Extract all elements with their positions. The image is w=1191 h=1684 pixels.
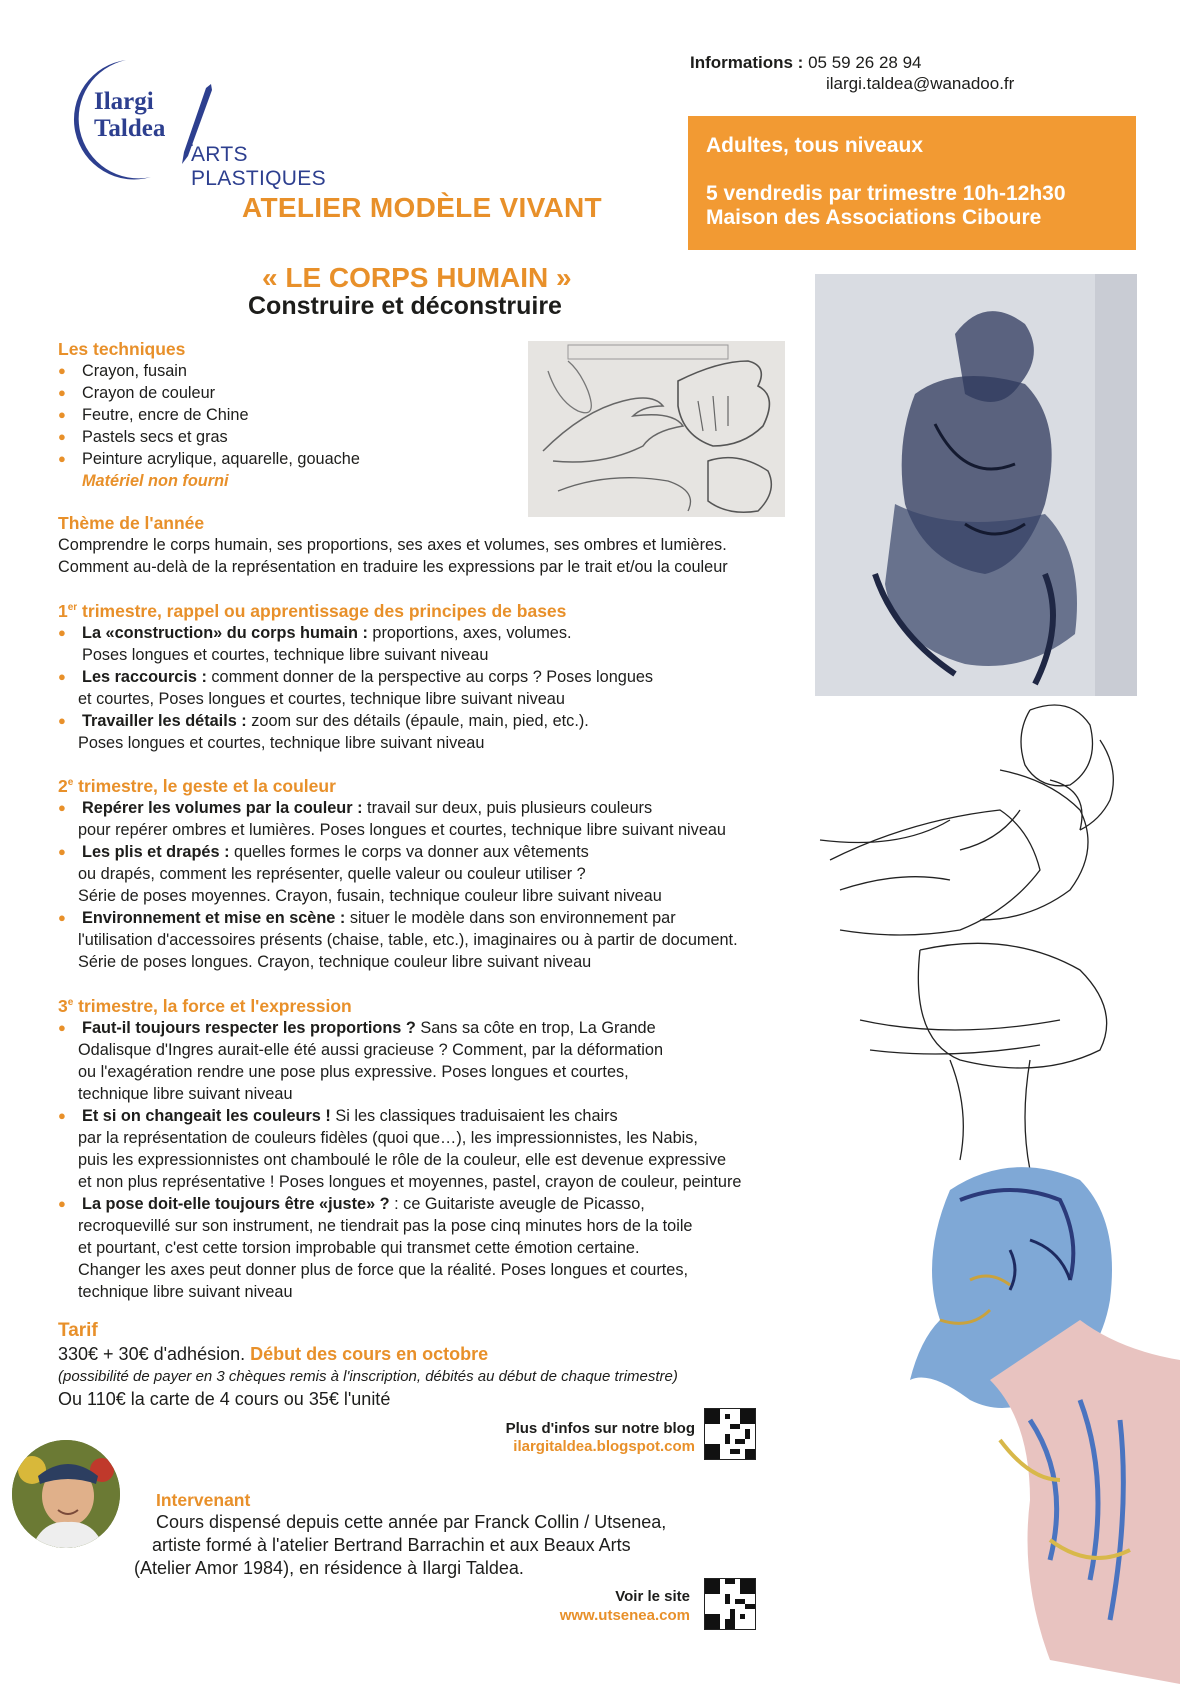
course-details-box — [688, 116, 1136, 250]
tarif-note: (possibilité de payer en 3 chèques remis à l'inscription, débités au début de chaque trimestre) — [58, 1368, 678, 1385]
list-item: ● Crayon, fusain — [58, 360, 538, 382]
schedule-text: 5 vendredis par trimestre 10h-12h30 — [706, 182, 1066, 205]
list-item: ● Les raccourcis : comment donner de la perspective au corps ? Poses longues — [58, 666, 798, 688]
atelier-title: ATELIER MODÈLE VIVANT — [242, 192, 602, 223]
logo-line1: Ilargi — [94, 88, 154, 115]
location-text: Maison des Associations Ciboure — [706, 206, 1042, 229]
trimester-3-section: 3e trimestre, la force et l'expression ● Faut-il toujours respecter les proportions ? Sans sa côte en trop, La Grande Odalisque d'Ingres aurait-elle été aussi gracieuse ? Comment, par la déformation ou l'exagération rendre une pose plus expressive. Poses longues et courtes, technique libre suivant niveau ● Et si on changeait les couleurs ! Si les classiques traduisaient les chairs par la représentation de couleurs fidèles (quoi que…), les impressionnistes, les Nabis, puis les expressionnistes ont chamboulé le rôle de la couleur, elle est devenue expressive et non plus représentative ! Poses longues et moyennes, pastel, crayon de couleur, peinture ● La pose doit-elle toujours être «juste» ? : ce Guitariste aveugle de Picasso, recroquevillé sur son instrument, ne tiendrait pas la pose cinq minutes hors de la toile et pourtant, c'est cette torsion improbable qui transmet cette émotion certaine. Changer les axes peut donner plus de force que la réalité. Poses longues et courtes, technique libre suivant niveau — [58, 996, 798, 1303]
logo-line2: Taldea — [94, 115, 166, 142]
qr-code-icon[interactable] — [704, 1408, 756, 1460]
blog-url[interactable]: ilargitaldea.blogspot.com — [513, 1438, 695, 1455]
list-item: ● Pastels secs et gras — [58, 426, 538, 448]
list-item: ● Les plis et drapés : quelles formes le corps va donner aux vêtements — [58, 841, 798, 863]
trimester-1-heading: 1er trimestre, rappel ou apprentissage des principes de bases — [58, 601, 567, 621]
logo-subtitle: ARTS PLASTIQUES — [191, 143, 326, 190]
painted-head-portrait — [880, 1160, 1180, 1684]
theme-section — [58, 513, 798, 578]
techniques-heading: Les techniques — [58, 339, 186, 359]
site-link — [530, 1587, 690, 1625]
theme-heading: Thème de l'année — [58, 513, 205, 533]
info-email[interactable]: ilargi.taldea@wanadoo.fr — [826, 74, 1015, 93]
logo — [56, 52, 386, 190]
list-item: ● Travailler les détails : zoom sur des détails (épaule, main, pied, etc.). — [58, 710, 798, 732]
list-item: ● Crayon de couleur — [58, 382, 538, 404]
tarif-alt: Ou 110€ la carte de 4 cours ou 35€ l'unité — [58, 1389, 391, 1409]
avatar — [12, 1440, 120, 1548]
techniques-section — [58, 339, 538, 492]
main-title: « LE CORPS HUMAIN » — [262, 262, 572, 293]
seated-figure-drawing — [815, 274, 1137, 696]
blog-link — [455, 1420, 695, 1456]
line-sketch-drawing — [800, 690, 1160, 1190]
intervenant-heading: Intervenant — [156, 1490, 251, 1510]
info-phone: 05 59 26 28 94 — [808, 53, 922, 72]
theme-line1: Comprendre le corps humain, ses proportions, ses axes et volumes, ses ombres et lumières. — [58, 536, 727, 554]
intervenant-section: Intervenant Cours dispensé depuis cette année par Franck Collin / Utsenea, artiste formé à l'atelier Bertrand Barrachin et aux Beaux Arts (Atelier Amor 1984), en résidence à Ilargi Taldea. — [120, 1490, 720, 1580]
site-label: Voir le site — [615, 1588, 690, 1605]
hands-sketch-image — [528, 341, 785, 517]
info-label: Informations : — [690, 53, 809, 72]
qr-code-icon[interactable] — [704, 1578, 756, 1630]
contact-info — [690, 52, 1050, 94]
blog-label: Plus d'infos sur notre blog — [505, 1420, 695, 1437]
list-item: ● La pose doit-elle toujours être «juste» ? : ce Guitariste aveugle de Picasso, — [58, 1193, 798, 1215]
techniques-list — [58, 360, 538, 470]
trimester-1-section: 1er trimestre, rappel ou apprentissage des principes de bases ● La «construction» du corps humain : proportions, axes, volumes. Poses longues et courtes, technique libre suivant niveau ● Les raccourcis : comment donner de la perspective au corps ? Poses longues et courtes, Poses longues et courtes, technique libre suivant niveau ● Travailler les détails : zoom sur des détails (épaule, main, pied, etc.). Poses longues et courtes, technique libre suivant niveau — [58, 601, 798, 754]
tarif-section — [58, 1320, 778, 1411]
subtitle: Construire et déconstruire — [248, 292, 562, 320]
site-url[interactable]: www.utsenea.com — [559, 1607, 690, 1624]
list-item: ● Peinture acrylique, aquarelle, gouache — [58, 448, 538, 470]
audience-text: Adultes, tous niveaux — [706, 134, 924, 157]
tarif-price: 330€ + 30€ d'adhésion. Début des cours en octobre — [58, 1344, 489, 1364]
trimester-2-heading: 2e trimestre, le geste et la couleur — [58, 776, 336, 796]
theme-line2: Comment au-delà de la représentation en traduire les expressions par le trait et/ou la couleur — [58, 558, 728, 576]
tarif-heading: Tarif — [58, 1320, 98, 1341]
list-item: ● Faut-il toujours respecter les proportions ? Sans sa côte en trop, La Grande — [58, 1017, 798, 1039]
list-item: ● Repérer les volumes par la couleur : travail sur deux, puis plusieurs couleurs — [58, 797, 798, 819]
list-item: ● La «construction» du corps humain : proportions, axes, volumes. — [58, 622, 798, 644]
material-note: Matériel non fourni — [82, 472, 229, 490]
list-item: ● Environnement et mise en scène : situer le modèle dans son environnement par — [58, 907, 798, 929]
trimester-2-section: 2e trimestre, le geste et la couleur ● Repérer les volumes par la couleur : travail sur deux, puis plusieurs couleurs pour repérer ombres et lumières. Poses longues et courtes, technique libre suivant niveau ● Les plis et drapés : quelles formes le corps va donner aux vêtements ou drapés, comment les représenter, quelle valeur ou couleur utiliser ? Série de poses moyennes. Crayon, fusain, technique couleur libre suivant niveau ● Environnement et mise en scène : situer le modèle dans son environnement par l'utilisation d'accessoires présents (chaise, table, etc.), imaginaires ou à partir de document. Série de poses longues. Crayon, technique couleur libre suivant niveau — [58, 776, 798, 973]
list-item: ● Et si on changeait les couleurs ! Si les classiques traduisaient les chairs — [58, 1105, 798, 1127]
list-item: ● Feutre, encre de Chine — [58, 404, 538, 426]
trimester-3-heading: 3e trimestre, la force et l'expression — [58, 996, 352, 1016]
